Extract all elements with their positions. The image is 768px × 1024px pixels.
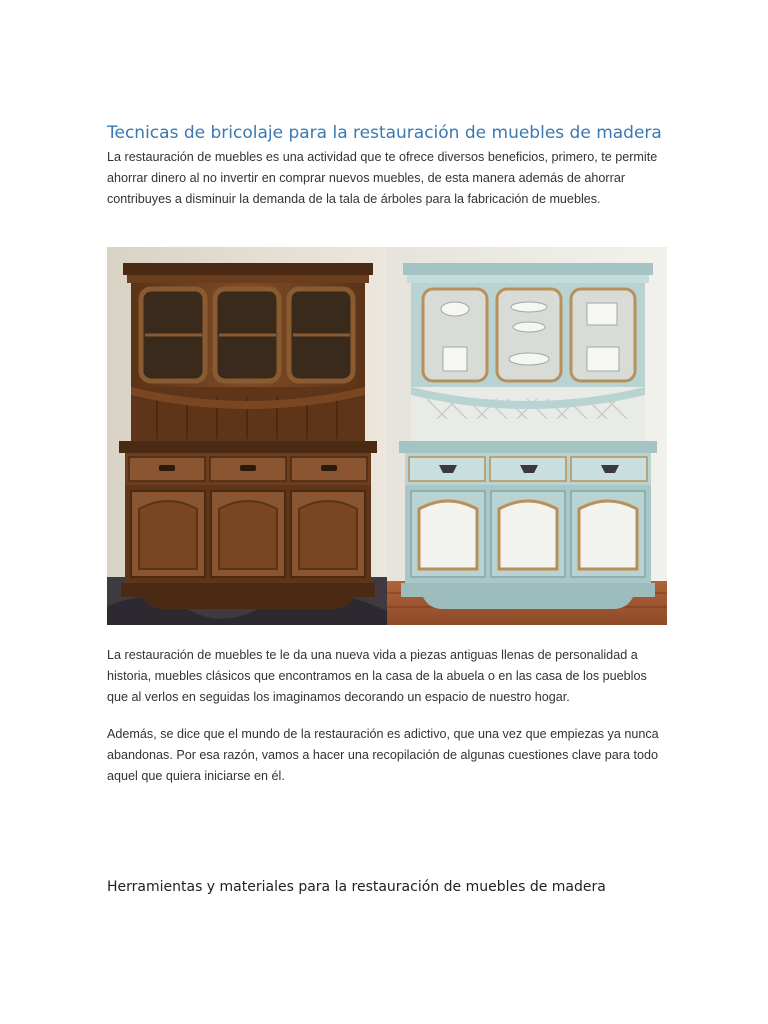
- body-paragraph-history: La restauración de muebles te le da una nueva vida a piezas antiguas llenas de personalidad a historia, muebles clásicos que encontramos en la casa de la abuela o en las casa de los pueblos que al verlos en seguidas los imaginamos decorando un espacio de nuestro hogar.: [107, 648, 647, 704]
- intro-paragraph: La restauración de muebles es una actividad que te ofrece diversos beneficios, primero, te permite ahorrar dinero al no invertir en comprar nuevos muebles, de esta manera además de ahorrar contribuyes a disminuir la demanda de la tala de árboles para la fabricación de muebles.: [107, 150, 658, 206]
- article-title: Tecnicas de bricolaje para la restauración de muebles de madera: [107, 123, 662, 143]
- body-paragraph-addictive: Además, se dice que el mundo de la restauración es adictivo, que una vez que empiezas ya nunca abandonas. Por esa razón, vamos a hacer una recopilación de algunas cuestiones clave para todo aquel que quiera iniciarse en él.: [107, 727, 659, 783]
- after-painted-hutch: [387, 247, 667, 625]
- before-wood-hutch: [107, 247, 387, 625]
- section-subheading: Herramientas y materiales para la restauración de muebles de madera: [107, 879, 606, 895]
- before-after-furniture-photo: [107, 247, 667, 625]
